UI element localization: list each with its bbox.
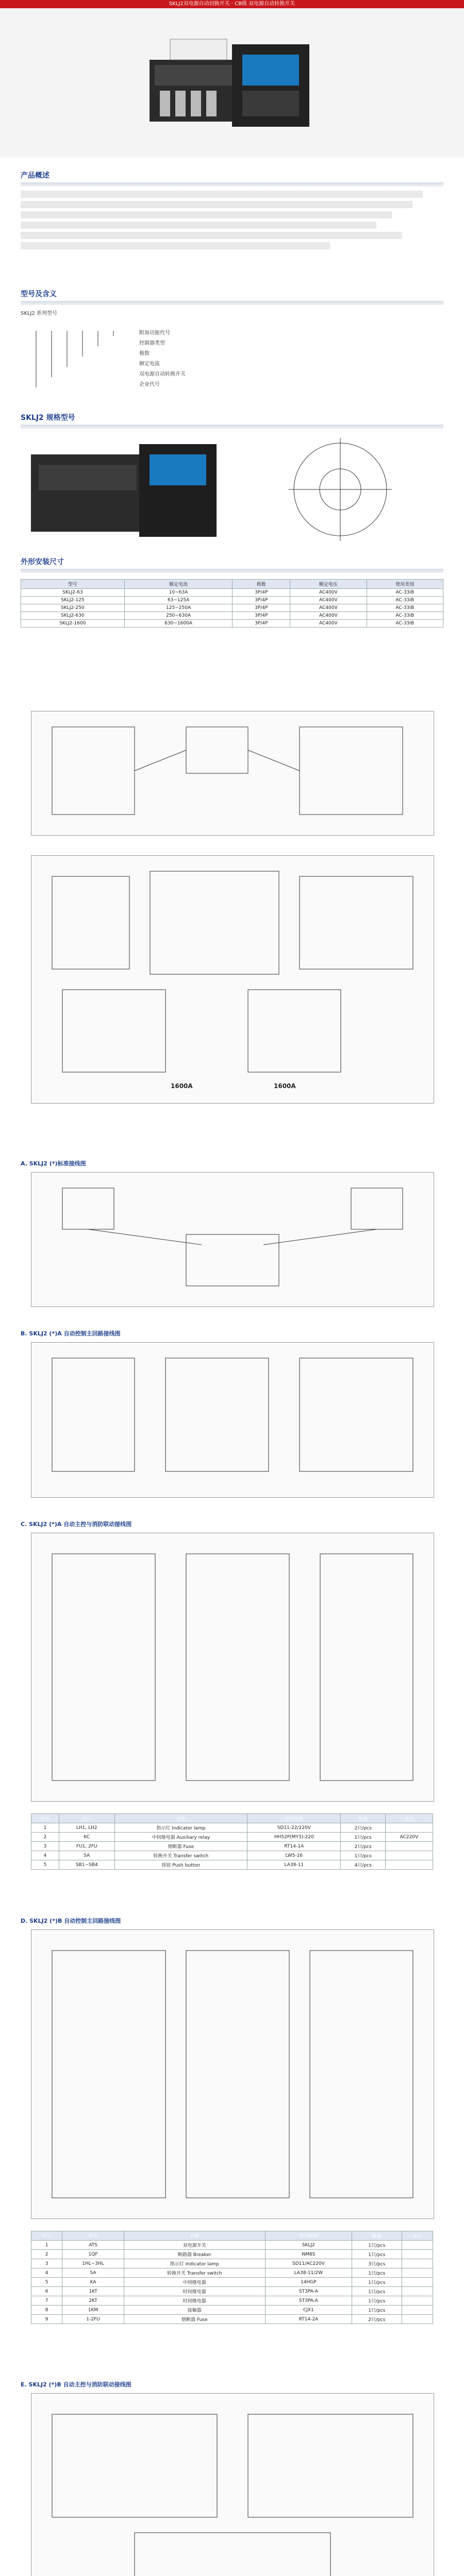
cell: 按钮 Push button [114, 1860, 247, 1870]
table-row [31, 2278, 433, 2287]
cell: 1只/pcs [341, 1851, 386, 1860]
cell: 转换开关 Transfer switch [124, 2268, 265, 2278]
cell: AC400V [290, 612, 367, 620]
model-part-3: 极数 [139, 351, 150, 357]
intro-title: 产品概述 [21, 172, 49, 180]
cell [402, 2278, 433, 2287]
table-row [31, 2315, 433, 2324]
cell: AC-33iB [367, 597, 443, 604]
cell: HH52P(MY3)-220 [247, 1833, 341, 1842]
cell [402, 2259, 433, 2268]
cell: SA [59, 1851, 115, 1860]
wiring-title-c: C. SKLJ2 (*)A 自动主控与消防联动接线图 [21, 1521, 132, 1528]
wiring-diagram-e [31, 2393, 434, 2576]
cell: 3P/4P [233, 589, 290, 597]
table-row [31, 1833, 433, 1842]
cell: RT14-1A [247, 1842, 341, 1851]
model-section [21, 289, 443, 400]
cell: 中间继电器 [124, 2278, 265, 2287]
cell: AC-33iB [367, 620, 443, 628]
table-row [31, 2306, 433, 2315]
cell: 1只/pcs [341, 1833, 386, 1842]
table-row [21, 597, 443, 604]
spec-divider [21, 425, 443, 429]
cell [402, 2241, 433, 2250]
cell: 3P/4P [233, 620, 290, 628]
dimension-drawing-block [31, 855, 434, 1104]
cell: 14HGP [265, 2278, 352, 2287]
cell: SKLJ2 [265, 2241, 352, 2250]
wiring-diagram-1 [31, 711, 434, 836]
cell: 1KM [62, 2306, 124, 2315]
cell: KA [62, 2278, 124, 2287]
cell: 2 [31, 2250, 62, 2259]
model-sub: SKLJ2 系列型号 [21, 311, 57, 316]
intro-text-block [21, 191, 443, 249]
cell [402, 2306, 433, 2315]
spec-th: 极数 [233, 580, 290, 589]
cell: SA [62, 2268, 124, 2278]
cell: SD11-22/220V [247, 1823, 341, 1833]
spec-rotary-diagram [247, 433, 433, 546]
cell: 1只/pcs [352, 2278, 402, 2287]
top-banner [0, 0, 464, 8]
cell [402, 2250, 433, 2259]
cell: AC400V [290, 604, 367, 612]
cell: 125~250A [124, 604, 233, 612]
cell: 1只/pcs [352, 2306, 402, 2315]
table-row [31, 2250, 433, 2259]
cell: AC220V [385, 1833, 433, 1842]
table-row [31, 2259, 433, 2268]
comp-th: 名称 [114, 1814, 247, 1823]
install-title: 外形安装尺寸 [21, 558, 64, 566]
spec-table [21, 579, 443, 628]
comp2-th: 名称 [124, 2231, 265, 2241]
cell: AC400V [290, 620, 367, 628]
cell: 3P/4P [233, 604, 290, 612]
cell: 3P/4P [233, 612, 290, 620]
cell: ST3PA-A [265, 2296, 352, 2306]
cell: RT14-2A [265, 2315, 352, 2324]
table-row [31, 2296, 433, 2306]
model-part-2: 控制器类型 [139, 341, 165, 346]
cell: 1 [31, 1823, 59, 1833]
model-part-1: 附加功能代号 [139, 330, 170, 336]
cell: SKLJ2-63 [21, 589, 125, 597]
product-photo [139, 29, 325, 142]
table-row [21, 589, 443, 597]
table-row [31, 2268, 433, 2278]
cell: 2只/pcs [341, 1823, 386, 1833]
comp-th: 数量 [341, 1814, 386, 1823]
intro-divider [21, 182, 443, 187]
comp2-th: 代号 [62, 2231, 124, 2241]
comp-th: 型号规格 [247, 1814, 341, 1823]
wiring-diagram-b [31, 1342, 434, 1498]
cell: 2只/pcs [341, 1842, 386, 1851]
comp-th: 备注 [385, 1814, 433, 1823]
cell: SKLJ2-630 [21, 612, 125, 620]
cell: 63~125A [124, 597, 233, 604]
spec-th: 使用类别 [367, 580, 443, 589]
table-row [31, 1851, 433, 1860]
cell: 250~630A [124, 612, 233, 620]
spec-th: 额定电压 [290, 580, 367, 589]
cell [402, 2296, 433, 2306]
cell [402, 2287, 433, 2296]
cell: 2 [31, 1833, 59, 1842]
wiring-title-a: A. SKLJ2 (*)标准接线图 [21, 1160, 86, 1167]
hero-section [0, 8, 464, 158]
model-part-6: 企业代号 [139, 382, 160, 387]
wiring-title-e: E. SKLJ2 (*)B 自动主控与消防联动接线图 [21, 2381, 131, 2388]
cell: AC400V [290, 589, 367, 597]
model-divider [21, 301, 443, 305]
cell: ST3PA-A [265, 2287, 352, 2296]
cell: 断路器 Breaker [124, 2250, 265, 2259]
wiring-diagram-d [31, 1929, 434, 2219]
model-part-4: 额定电流 [139, 361, 160, 367]
size-label-1600a: 1600A [171, 1082, 193, 1090]
install-section [21, 556, 443, 628]
wiring-title-b: B. SKLJ2 (*)A 自动控制主回路接线图 [21, 1330, 121, 1337]
wiring-diagram-a [31, 1172, 434, 1307]
cell: 1只/pcs [352, 2287, 402, 2296]
cell: LA38-11 [247, 1860, 341, 1870]
cell: KC [59, 1833, 115, 1842]
cell: 1KT [62, 2287, 124, 2296]
cell: 2KT [62, 2296, 124, 2306]
table-row [31, 1860, 433, 1870]
comp2-th: 备注 [402, 2231, 433, 2241]
comp2-th: 型号规格 [265, 2231, 352, 2241]
cell: 5 [31, 1860, 59, 1870]
cell: 时间继电器 [124, 2287, 265, 2296]
cell: 1QF [62, 2250, 124, 2259]
spec-th: 型号 [21, 580, 125, 589]
model-title: 型号及含义 [21, 290, 57, 298]
cell: 3P/4P [233, 597, 290, 604]
cell: 1-2FU [62, 2315, 124, 2324]
cell: 9 [31, 2315, 62, 2324]
intro-section [21, 170, 443, 252]
table-row [31, 2241, 433, 2250]
cell [385, 1851, 433, 1860]
cell: 4只/pcs [341, 1860, 386, 1870]
cell: SKLJ2-125 [21, 597, 125, 604]
model-part-5: 双电源自动转换开关 [139, 371, 186, 377]
table-row [21, 604, 443, 612]
cell: NM8S [265, 2250, 352, 2259]
cell: 接触器 [124, 2306, 265, 2315]
components-table-2 [31, 2231, 433, 2324]
cell [385, 1823, 433, 1833]
cell: 4 [31, 1851, 59, 1860]
cell: 8 [31, 2306, 62, 2315]
cell: AC400V [290, 597, 367, 604]
cell: 3只/pcs [352, 2259, 402, 2268]
cell: 1只/pcs [352, 2250, 402, 2259]
cell [385, 1842, 433, 1851]
cell: SKLJ2-250 [21, 604, 125, 612]
cell: 1只/pcs [352, 2241, 402, 2250]
cell: 双电源开关 [124, 2241, 265, 2250]
cell: CJX1 [265, 2306, 352, 2315]
cell: 指示灯 Indicator lamp [124, 2259, 265, 2268]
cell: LW5-16 [247, 1851, 341, 1860]
cell: AC-33iB [367, 612, 443, 620]
cell: 4 [31, 2268, 62, 2278]
wiring-title-d: D. SKLJ2 (*)B 自动控制主回路接线图 [21, 1918, 121, 1924]
cell: 1HL~3HL [62, 2259, 124, 2268]
components-table [31, 1814, 433, 1870]
banner-title: SKLJ2双电源自动切换开关 · CB级 双电源自动转换开关 [169, 1, 295, 7]
cell: 6 [31, 2287, 62, 2296]
cell: SKLJ2-1600 [21, 620, 125, 628]
cell: AC-33iB [367, 589, 443, 597]
cell: AC-33iB [367, 604, 443, 612]
table-row [21, 612, 443, 620]
table-row [21, 620, 443, 628]
model-parts-list [139, 330, 186, 388]
comp-th: 序号 [31, 1814, 59, 1823]
table-row [31, 2287, 433, 2296]
cell [402, 2268, 433, 2278]
cell: 1 [31, 2241, 62, 2250]
cell [385, 1860, 433, 1870]
cell [402, 2315, 433, 2324]
cell: FU1, 2FU [59, 1842, 115, 1851]
cell: LA38-11/2W [265, 2268, 352, 2278]
install-divider [21, 569, 443, 573]
cell: 中间继电器 Auxiliary relay [114, 1833, 247, 1842]
cell: 时间继电器 [124, 2296, 265, 2306]
cell: 5 [31, 2278, 62, 2287]
cell: SB1~SB4 [59, 1860, 115, 1870]
cell: 1只/pcs [352, 2268, 402, 2278]
table-row [31, 1823, 433, 1833]
cell: 3 [31, 2259, 62, 2268]
size-label-1600a-b: 1600A [274, 1082, 296, 1090]
cell: 熔断器 Fuse [124, 2315, 265, 2324]
spec-photo [21, 434, 227, 547]
comp-th: 代号 [59, 1814, 115, 1823]
cell: ATS [62, 2241, 124, 2250]
cell: 指示灯 Indicator lamp [114, 1823, 247, 1833]
table-row [31, 1842, 433, 1851]
spec-th: 额定电流 [124, 580, 233, 589]
cell: LH1, LH2 [59, 1823, 115, 1833]
comp2-th: 序号 [31, 2231, 62, 2241]
cell: 3 [31, 1842, 59, 1851]
cell: 转换开关 Transfer switch [114, 1851, 247, 1860]
cell: 熔断器 Fuse [114, 1842, 247, 1851]
cell: 2只/pcs [352, 2315, 402, 2324]
comp2-th: 数量 [352, 2231, 402, 2241]
wiring-diagram-c [31, 1533, 434, 1802]
cell: 1只/pcs [352, 2296, 402, 2306]
cell: SD11/AC220V [265, 2259, 352, 2268]
spec-title: SKLJ2 规格型号 [21, 414, 75, 422]
cell: 10~63A [124, 589, 233, 597]
spec-section [21, 412, 443, 549]
cell: 7 [31, 2296, 62, 2306]
cell: 630~1600A [124, 620, 233, 628]
